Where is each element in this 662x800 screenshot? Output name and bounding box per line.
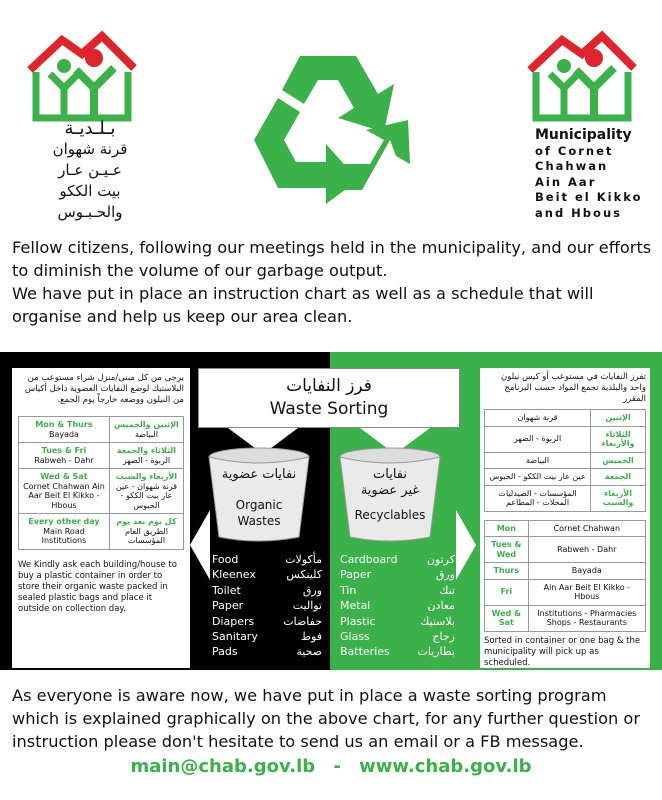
table-row — [19, 443, 184, 469]
recycle-icon — [238, 44, 418, 209]
schedule-loc: Cornet Chahwan — [528, 520, 645, 537]
english-name-title: Municipality — [535, 127, 632, 143]
schedule-cell-ar: الإثنين والخميس البياضة — [109, 417, 183, 443]
list-item: Paper ورق — [340, 568, 455, 582]
english-name-line: Chahwan — [535, 159, 609, 173]
organic-bin-en-1: Organic — [235, 498, 283, 512]
schedule-cell-ar: الأربعاء والسبت قرنة شهوان - عين عار بيت الككو - الحبوس — [109, 469, 183, 514]
intro-paragraph: We have put in place an instruction chart as well as a schedule that will organise and help us keep our area clean. — [12, 284, 594, 326]
schedule-cell-en: Mon & Thurs Bayada — [19, 417, 110, 443]
organic-items-list — [212, 552, 322, 660]
recyclables-bin-ar-1: نفايات — [373, 467, 407, 482]
list-item: Plastic بلاستيك — [340, 614, 455, 628]
separator: - — [333, 756, 341, 777]
list-item: Batteries بطاريات — [340, 645, 455, 659]
organic-instruction-en: We Kindly ask each building/house to buy a plastic container in order to store their organic waste packed in sealed plastic bags and place it outside on collection day. — [18, 559, 177, 614]
schedule-cell-en: Wed & Sat Cornet Chahwan Ain Aar Beit El Kikko - Hbous — [19, 469, 110, 514]
arabic-name-line: قرنة شهوان — [52, 140, 128, 158]
schedule-loc: Ain Aar Beit El Kikko - Hbous — [528, 579, 645, 605]
english-name-line: Beit el Kikko — [535, 190, 643, 204]
arabic-municipality-name — [30, 118, 150, 223]
table-row — [485, 426, 646, 452]
waste-sorting-chart — [0, 352, 662, 670]
schedule-loc: قرنة شهوان — [485, 410, 591, 427]
list-item: Metal معادن — [340, 599, 455, 613]
schedule-day: الإثنين — [591, 410, 646, 427]
list-item: Toilet Paper ورق تواليت — [212, 583, 322, 613]
recyclables-schedule-table-en — [484, 520, 646, 632]
chart-title-box — [198, 368, 460, 428]
outro-text: As everyone is aware now, we have put in place a waste sorting program which is explained graphically on the above chart, for any further question or instruction please don't hesitate to send us an email or a FB message. — [12, 686, 640, 751]
organic-schedule-table — [18, 416, 184, 550]
recyclables-items-list — [340, 552, 455, 660]
english-municipality-name — [535, 128, 655, 221]
schedule-cell-ar: الثلاثاء والجمعة الربوة - الضهر — [109, 443, 183, 469]
contact-line — [0, 756, 662, 777]
organic-bin-en-2: Wastes — [237, 514, 281, 528]
list-item: Tin تنك — [340, 583, 455, 597]
chart-title-ar: فرز النفايات — [286, 376, 372, 396]
schedule-day: Mon — [485, 520, 529, 537]
schedule-cell-en: Every other day Main Road Institutions — [19, 514, 110, 550]
organic-instruction-ar: يرجى من كل مبنى/منزل شراء مستوعب من البلاستيك لوضع النفايات العضوية داخل أكياس من النيلون ووضعه خارجاً يوم الجمع. — [24, 373, 184, 405]
table-row — [485, 452, 646, 469]
table-row — [485, 579, 646, 605]
english-name-line: and Hbous — [535, 205, 622, 220]
table-row — [485, 605, 646, 631]
schedule-day: الخميس — [591, 452, 646, 469]
website-link[interactable]: www.chab.gov.lb — [359, 756, 532, 777]
right-arrow — [456, 510, 476, 580]
schedule-loc: البياضة — [485, 452, 591, 469]
schedule-day: الأربعاء والسبت — [591, 485, 646, 511]
arabic-name-line: عـيـن عـار — [58, 161, 122, 179]
recyclables-bin-en: Recyclables — [354, 508, 426, 522]
municipality-logo-right — [522, 22, 642, 122]
list-item: Kleenex كلينكس — [212, 568, 322, 582]
schedule-cell-en: Tues & Fri Rabweh - Dahr — [19, 443, 110, 469]
intro-paragraph: Fellow citizens, following our meetings held in the municipality, and our efforts to diminish the volume of our garbage output. — [12, 238, 652, 280]
arabic-name-line: بـلـديـة — [64, 118, 116, 139]
schedule-day: الجمعة — [591, 469, 646, 486]
table-row — [485, 537, 646, 563]
schedule-loc: Institutions - Pharmacies Shops - Restaurants — [528, 605, 645, 631]
schedule-day: Thurs — [485, 563, 529, 580]
recyclables-instruction-en: Sorted in container or one bag & the municipality will pick up as scheduled. — [484, 635, 641, 668]
list-item: Cardboard كرتون — [340, 553, 455, 566]
english-name-line: Ain Aar — [535, 174, 597, 189]
organic-schedule-box — [12, 368, 190, 668]
intro-text — [12, 236, 652, 328]
schedule-loc: عين عار بيت الككو - الحبوس — [485, 469, 591, 486]
recyclables-bin-ar-2: غير عضوية — [360, 483, 420, 498]
list-item: Diapers حفاضات — [212, 614, 322, 628]
table-row — [485, 563, 646, 580]
table-row — [485, 410, 646, 427]
schedule-day: الثلاثاء والأربعاء — [591, 426, 646, 452]
list-item: Glass زجاج — [340, 630, 455, 644]
table-row — [19, 514, 184, 550]
schedule-day: Wed & Sat — [485, 605, 529, 631]
table-row — [19, 469, 184, 514]
recyclables-schedule-table-ar — [484, 409, 646, 512]
schedule-loc: الربوة - الضهر — [485, 426, 591, 452]
table-row — [485, 469, 646, 486]
english-name-line: of Cornet — [535, 143, 614, 158]
table-row — [485, 520, 646, 537]
organic-bin-ar: نفايات عضوية — [221, 467, 297, 482]
organic-bin-label — [205, 467, 313, 529]
list-item: Food مأكولات — [212, 553, 322, 566]
schedule-loc: Bayada — [528, 563, 645, 580]
municipality-logo-left — [22, 22, 142, 122]
schedule-cell-ar: كل يوم بعد يوم الطريق العام المؤسسات — [109, 514, 183, 550]
schedule-day: Fri — [485, 579, 529, 605]
recyclables-instruction-ar: تفرز النفايات في مستوعب أو كيس نيلون واحد والبلدية تجمع المواد حسب البرنامج المقرر — [501, 372, 646, 404]
recyclables-schedule-box — [480, 368, 650, 668]
chart-title-en: Waste Sorting — [269, 399, 389, 419]
list-item: Sanitary Pads فوط صحية — [212, 630, 322, 659]
arabic-name-line: والحـبـوس — [57, 203, 123, 221]
table-row — [19, 417, 184, 443]
schedule-day: Tues & Wed — [485, 537, 529, 563]
email-link[interactable]: main@chab.gov.lb — [130, 756, 316, 777]
recyclables-bin-label — [336, 467, 444, 523]
arabic-name-line: بيت الككو — [59, 182, 121, 200]
schedule-loc: Rabweh - Dahr — [528, 537, 645, 563]
schedule-loc: المؤسسات - الصيدليات المحلات - المطاعم — [485, 485, 591, 511]
table-row — [485, 485, 646, 511]
